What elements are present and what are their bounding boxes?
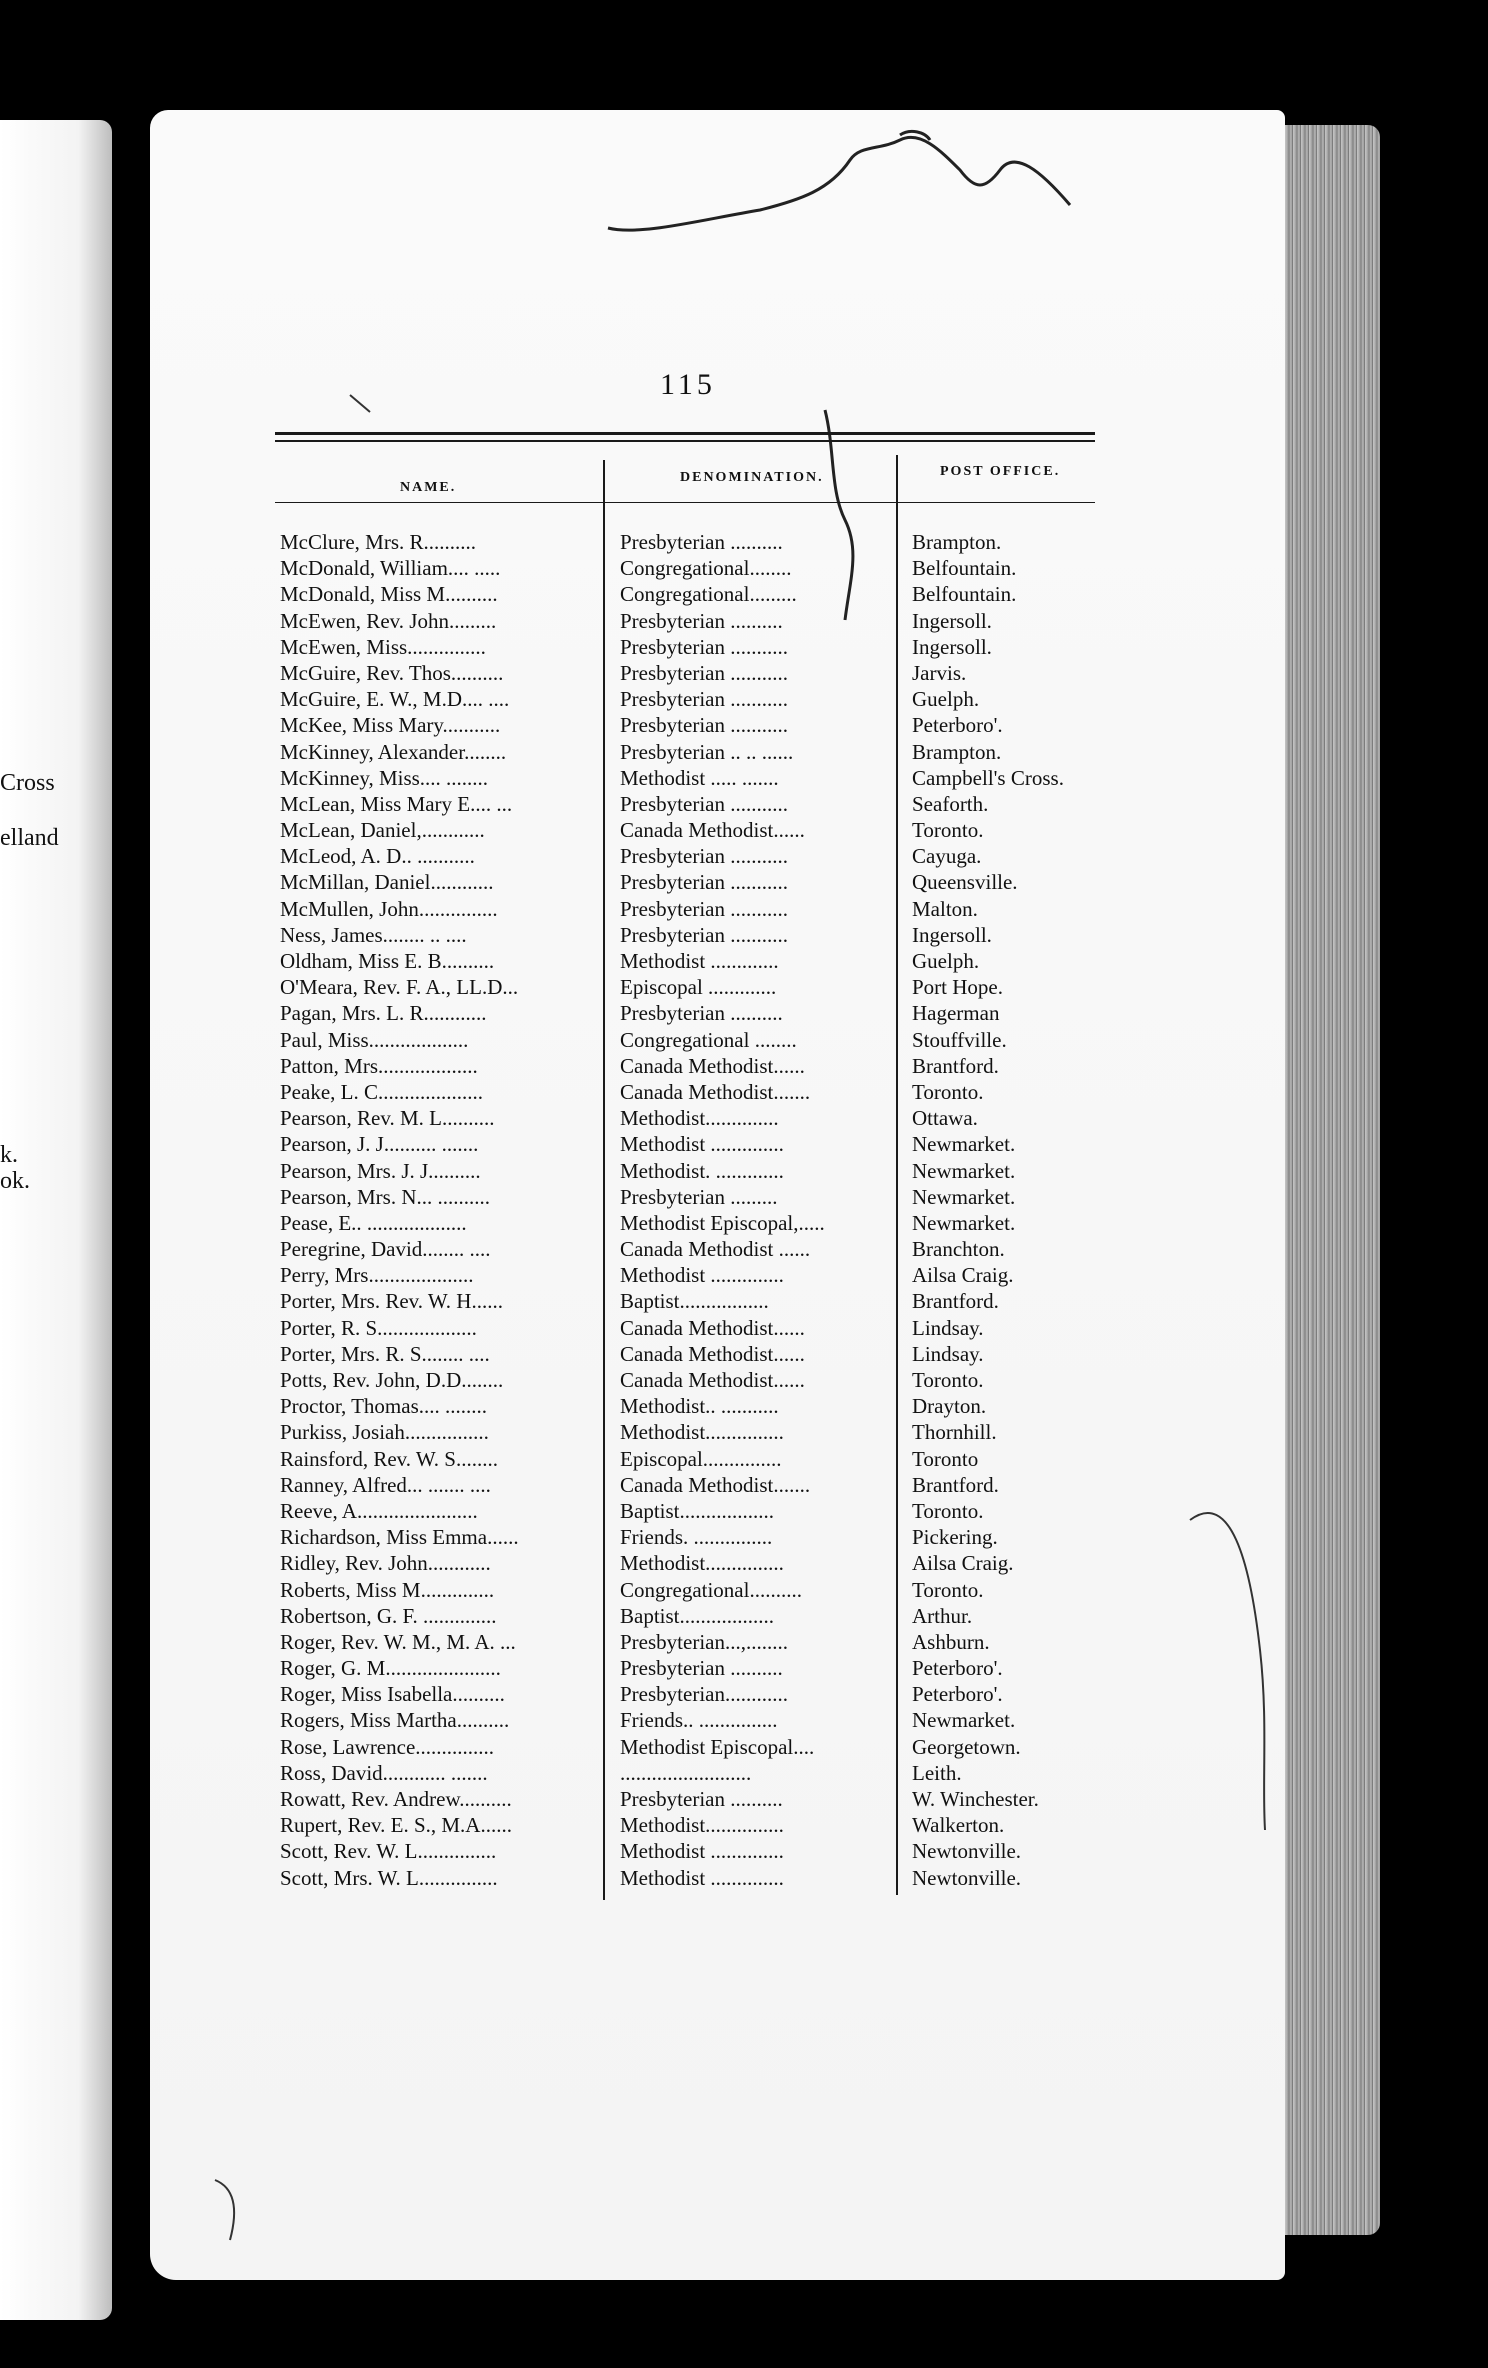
facing-page-fragment: elland (0, 825, 59, 851)
name-cell: McKee, Miss Mary........... (280, 713, 501, 738)
denomination-cell: Canada Methodist...... (620, 1315, 805, 1340)
denomination-cell: Canada Methodist...... (620, 1053, 805, 1078)
denomination-cell: Friends. ............... (620, 1525, 773, 1550)
name-cell: Oldham, Miss E. B.......... (280, 949, 495, 973)
post-office-cell: Brantford. (912, 1053, 999, 1078)
table-row (280, 1787, 1110, 1813)
post-office-cell: Brampton. (912, 530, 1002, 554)
directory-table (280, 530, 1110, 1892)
denomination-cell: ......................... (620, 1760, 752, 1785)
name-cell: O'Meara, Rev. F. A., LL.D... (280, 975, 519, 1000)
name-cell: McLean, Daniel,............ (280, 818, 485, 843)
denomination-cell: Canada Methodist...... (620, 818, 805, 843)
post-office-cell: Ingersoll. (912, 634, 992, 659)
post-office-cell: Drayton. (912, 1394, 987, 1419)
denomination-cell: Presbyterian ........... (620, 660, 788, 685)
post-office-cell: Cayuga. (912, 844, 982, 869)
table-row (280, 1866, 1110, 1892)
denomination-cell: Presbyterian............ (620, 1682, 788, 1707)
table-row (280, 844, 1110, 870)
table-row (280, 582, 1110, 608)
name-cell: Ridley, Rev. John............ (280, 1551, 491, 1576)
name-cell: Pagan, Mrs. L. R............ (280, 1001, 487, 1026)
denomination-cell: Methodist ............. (620, 949, 779, 973)
column-header-denomination: DENOMINATION. (680, 470, 824, 485)
denomination-cell: Congregational........ (620, 556, 792, 581)
name-cell: Richardson, Miss Emma...... (280, 1525, 519, 1550)
table-row (280, 1447, 1110, 1473)
denomination-cell: Methodist Episcopal.... (620, 1734, 815, 1759)
table-row (280, 1761, 1110, 1787)
table-row (280, 766, 1110, 792)
post-office-cell: Brampton. (912, 739, 1002, 764)
denomination-cell: Presbyterian ........... (620, 922, 788, 947)
table-row (280, 1185, 1110, 1211)
post-office-cell: Toronto. (912, 1577, 984, 1602)
denomination-cell: Baptist.................. (620, 1603, 775, 1628)
table-row (280, 1342, 1110, 1368)
table-row (280, 1132, 1110, 1158)
denomination-cell: Methodist .............. (620, 1865, 784, 1890)
post-office-cell: Peterboro'. (912, 1656, 1003, 1681)
name-cell: Porter, Mrs. R. S........ .... (280, 1341, 490, 1366)
post-office-cell: Arthur. (912, 1603, 973, 1628)
denomination-cell: Presbyterian .......... (620, 1787, 783, 1811)
denomination-cell: Presbyterian ........... (620, 870, 788, 895)
post-office-cell: Newmarket. (912, 1210, 1016, 1235)
denomination-cell: Presbyterian...,........ (620, 1629, 788, 1654)
name-cell: Roberts, Miss M.............. (280, 1577, 495, 1602)
name-cell: McMullen, John............... (280, 896, 498, 921)
table-row (280, 1735, 1110, 1761)
table-row (280, 661, 1110, 687)
post-office-cell: Newtonville. (912, 1865, 1022, 1890)
post-office-cell: Newtonville. (912, 1839, 1022, 1864)
table-row (280, 740, 1110, 766)
denomination-cell: Canada Methodist....... (620, 1472, 811, 1497)
post-office-cell: Ailsa Craig. (912, 1551, 1014, 1576)
column-header-name: NAME. (400, 480, 457, 495)
name-cell: Rupert, Rev. E. S., M.A...... (280, 1813, 512, 1838)
name-cell: Patton, Mrs................... (280, 1053, 478, 1078)
post-office-cell: Lindsay. (912, 1315, 984, 1340)
table-row (280, 1551, 1110, 1577)
table-row (280, 818, 1110, 844)
denomination-cell: Canada Methodist ...... (620, 1237, 811, 1262)
denomination-cell: Canada Methodist...... (620, 1341, 805, 1366)
post-office-cell: Ingersoll. (912, 608, 992, 633)
denomination-cell: Methodist. ............. (620, 1158, 784, 1183)
table-row (280, 1368, 1110, 1394)
denomination-cell: Presbyterian .......... (620, 530, 783, 554)
denomination-cell: Presbyterian ........... (620, 713, 788, 738)
table-row (280, 1211, 1110, 1237)
post-office-cell: Newmarket. (912, 1158, 1016, 1183)
table-row (280, 1080, 1110, 1106)
post-office-cell: Guelph. (912, 687, 980, 712)
table-row (280, 1656, 1110, 1682)
post-office-cell: Georgetown. (912, 1734, 1021, 1759)
table-row (280, 556, 1110, 582)
table-row (280, 635, 1110, 661)
post-office-cell: Brantford. (912, 1472, 999, 1497)
denomination-cell: Presbyterian .......... (620, 1001, 783, 1026)
name-cell: Scott, Rev. W. L............... (280, 1839, 497, 1864)
post-office-cell: Toronto (912, 1446, 979, 1471)
table-row (280, 1420, 1110, 1446)
post-office-cell: Brantford. (912, 1289, 999, 1314)
name-cell: Reeve, A....................... (280, 1498, 478, 1523)
post-office-cell: Guelph. (912, 949, 980, 973)
name-cell: Potts, Rev. John, D.D........ (280, 1368, 504, 1392)
post-office-cell: Newmarket. (912, 1184, 1016, 1209)
post-office-cell: Thornhill. (912, 1420, 997, 1445)
denomination-cell: Congregational......... (620, 582, 797, 607)
post-office-cell: Malton. (912, 896, 978, 921)
post-office-cell: Ailsa Craig. (912, 1263, 1014, 1288)
name-cell: McKinney, Alexander........ (280, 739, 507, 764)
name-cell: Pease, E.. ................... (280, 1210, 467, 1235)
table-row (280, 975, 1110, 1001)
name-cell: Ness, James........ .. .... (280, 922, 467, 947)
table-row (280, 923, 1110, 949)
post-office-cell: Seaforth. (912, 791, 989, 816)
denomination-cell: Canada Methodist...... (620, 1368, 805, 1392)
denomination-cell: Methodist.. ........... (620, 1394, 779, 1419)
top-double-rule (275, 440, 1095, 442)
name-cell: Pearson, J. J.......... ....... (280, 1132, 479, 1157)
denomination-cell: Methodist .............. (620, 1263, 784, 1288)
denomination-cell: Presbyterian ........... (620, 687, 788, 712)
name-cell: McGuire, Rev. Thos.......... (280, 660, 504, 685)
post-office-cell: Peterboro'. (912, 1682, 1003, 1707)
name-cell: Porter, R. S................... (280, 1315, 477, 1340)
table-row (280, 713, 1110, 739)
name-cell: McEwen, Rev. John......... (280, 608, 497, 633)
table-row (280, 1525, 1110, 1551)
post-office-cell: Toronto. (912, 818, 984, 843)
name-cell: Perry, Mrs.................... (280, 1263, 474, 1288)
table-row (280, 609, 1110, 635)
table-row (280, 1263, 1110, 1289)
name-cell: Roger, Rev. W. M., M. A. ... (280, 1629, 516, 1654)
facing-page-fragment: ok. (0, 1168, 30, 1194)
denomination-cell: Friends.. ............... (620, 1708, 778, 1733)
name-cell: Purkiss, Josiah................ (280, 1420, 489, 1445)
table-row (280, 1708, 1110, 1734)
table-row (280, 1054, 1110, 1080)
facing-page-fragment: k. (0, 1142, 18, 1168)
denomination-cell: Presbyterian .......... (620, 608, 783, 633)
denomination-cell: Presbyterian .. .. ...... (620, 739, 794, 764)
post-office-cell: Newmarket. (912, 1708, 1016, 1733)
table-row (280, 870, 1110, 896)
post-office-cell: Pickering. (912, 1525, 998, 1550)
table-row (280, 1813, 1110, 1839)
post-office-cell: Queensville. (912, 870, 1018, 895)
post-office-cell: Ashburn. (912, 1629, 990, 1654)
name-cell: McMillan, Daniel............ (280, 870, 494, 895)
name-cell: Robertson, G. F. .............. (280, 1603, 497, 1628)
name-cell: Roger, G. M...................... (280, 1656, 501, 1681)
top-double-rule (275, 432, 1095, 435)
name-cell: Ranney, Alfred... ....... .... (280, 1472, 491, 1497)
table-row (280, 1839, 1110, 1865)
table-row (280, 1630, 1110, 1656)
post-office-cell: Ingersoll. (912, 922, 992, 947)
name-cell: Rainsford, Rev. W. S........ (280, 1446, 498, 1471)
denomination-cell: Baptist................. (620, 1289, 769, 1314)
post-office-cell: Walkerton. (912, 1813, 1005, 1838)
denomination-cell: Presbyterian ........... (620, 634, 788, 659)
name-cell: Pearson, Mrs. N... .......... (280, 1184, 490, 1209)
post-office-cell: Jarvis. (912, 660, 967, 685)
name-cell: Roger, Miss Isabella.......... (280, 1682, 505, 1707)
header-rule (275, 502, 1095, 503)
denomination-cell: Episcopal ............. (620, 975, 777, 1000)
column-header-post-office: POST OFFICE. (940, 464, 1061, 479)
post-office-cell: Newmarket. (912, 1132, 1016, 1157)
name-cell: Pearson, Rev. M. L.......... (280, 1106, 495, 1131)
name-cell: Rowatt, Rev. Andrew.......... (280, 1787, 512, 1811)
name-cell: McGuire, E. W., M.D.... .... (280, 687, 510, 712)
post-office-cell: Ottawa. (912, 1106, 978, 1131)
post-office-cell: Leith. (912, 1760, 962, 1785)
post-office-cell: Peterboro'. (912, 713, 1003, 738)
name-cell: McEwen, Miss............... (280, 634, 486, 659)
name-cell: Pearson, Mrs. J. J.......... (280, 1158, 481, 1183)
name-cell: McLean, Miss Mary E.... ... (280, 791, 513, 816)
post-office-cell: Lindsay. (912, 1341, 984, 1366)
post-office-cell: Branchton. (912, 1237, 1005, 1262)
page-number: 115 (660, 368, 716, 401)
name-cell: Ross, David............ ....... (280, 1760, 488, 1785)
denomination-cell: Methodist............... (620, 1420, 784, 1445)
name-cell: Peregrine, David........ .... (280, 1237, 491, 1262)
table-row (280, 1578, 1110, 1604)
post-office-cell: Hagerman (912, 1001, 1000, 1026)
table-row (280, 1316, 1110, 1342)
denomination-cell: Presbyterian ......... (620, 1184, 778, 1209)
denomination-cell: Congregational ........ (620, 1027, 797, 1052)
table-row (280, 897, 1110, 923)
table-row (280, 530, 1110, 556)
denomination-cell: Methodist .............. (620, 1839, 784, 1864)
name-cell: Scott, Mrs. W. L............... (280, 1865, 498, 1890)
post-office-cell: Belfountain. (912, 582, 1017, 607)
table-row (280, 1682, 1110, 1708)
name-cell: Paul, Miss................... (280, 1027, 469, 1052)
name-cell: McDonald, Miss M.......... (280, 582, 498, 607)
name-cell: McKinney, Miss.... ........ (280, 765, 489, 790)
denomination-cell: Methodist.............. (620, 1106, 779, 1131)
denomination-cell: Canada Methodist....... (620, 1079, 811, 1104)
table-row (280, 1237, 1110, 1263)
name-cell: Proctor, Thomas.... ........ (280, 1394, 488, 1419)
denomination-cell: Methodist Episcopal,..... (620, 1210, 825, 1235)
post-office-cell: Stouffville. (912, 1027, 1007, 1052)
denomination-cell: Presbyterian ........... (620, 896, 788, 921)
table-row (280, 1604, 1110, 1630)
denomination-cell: Methodist ..... ....... (620, 765, 779, 790)
denomination-cell: Episcopal............... (620, 1446, 782, 1471)
table-row (280, 1394, 1110, 1420)
name-cell: McLeod, A. D.. ........... (280, 844, 475, 869)
table-row (280, 1028, 1110, 1054)
table-row (280, 687, 1110, 713)
name-cell: Rogers, Miss Martha.......... (280, 1708, 510, 1733)
table-row (280, 949, 1110, 975)
name-cell: McDonald, William.... ..... (280, 556, 501, 581)
table-row (280, 1159, 1110, 1185)
denomination-cell: Congregational.......... (620, 1577, 802, 1602)
denomination-cell: Presbyterian .......... (620, 1656, 783, 1681)
denomination-cell: Presbyterian ........... (620, 791, 788, 816)
post-office-cell: Belfountain. (912, 556, 1017, 581)
denomination-cell: Methodist............... (620, 1551, 784, 1576)
table-row (280, 1106, 1110, 1132)
denomination-cell: Baptist.................. (620, 1498, 775, 1523)
facing-page-fragment: Cross (0, 770, 55, 796)
post-office-cell: Port Hope. (912, 975, 1003, 1000)
post-office-cell: Campbell's Cross. (912, 765, 1064, 790)
post-office-cell: Toronto. (912, 1368, 984, 1392)
denomination-cell: Methodist............... (620, 1813, 784, 1838)
post-office-cell: Toronto. (912, 1079, 984, 1104)
name-cell: Peake, L. C.................... (280, 1079, 483, 1104)
denomination-cell: Methodist .............. (620, 1132, 784, 1157)
post-office-cell: Toronto. (912, 1498, 984, 1523)
post-office-cell: W. Winchester. (912, 1787, 1039, 1811)
table-row (280, 1289, 1110, 1315)
name-cell: McClure, Mrs. R.......... (280, 530, 476, 554)
name-cell: Porter, Mrs. Rev. W. H...... (280, 1289, 503, 1314)
table-row (280, 792, 1110, 818)
denomination-cell: Presbyterian ........... (620, 844, 788, 869)
table-row (280, 1499, 1110, 1525)
table-row (280, 1001, 1110, 1027)
name-cell: Rose, Lawrence............... (280, 1734, 495, 1759)
table-row (280, 1473, 1110, 1499)
